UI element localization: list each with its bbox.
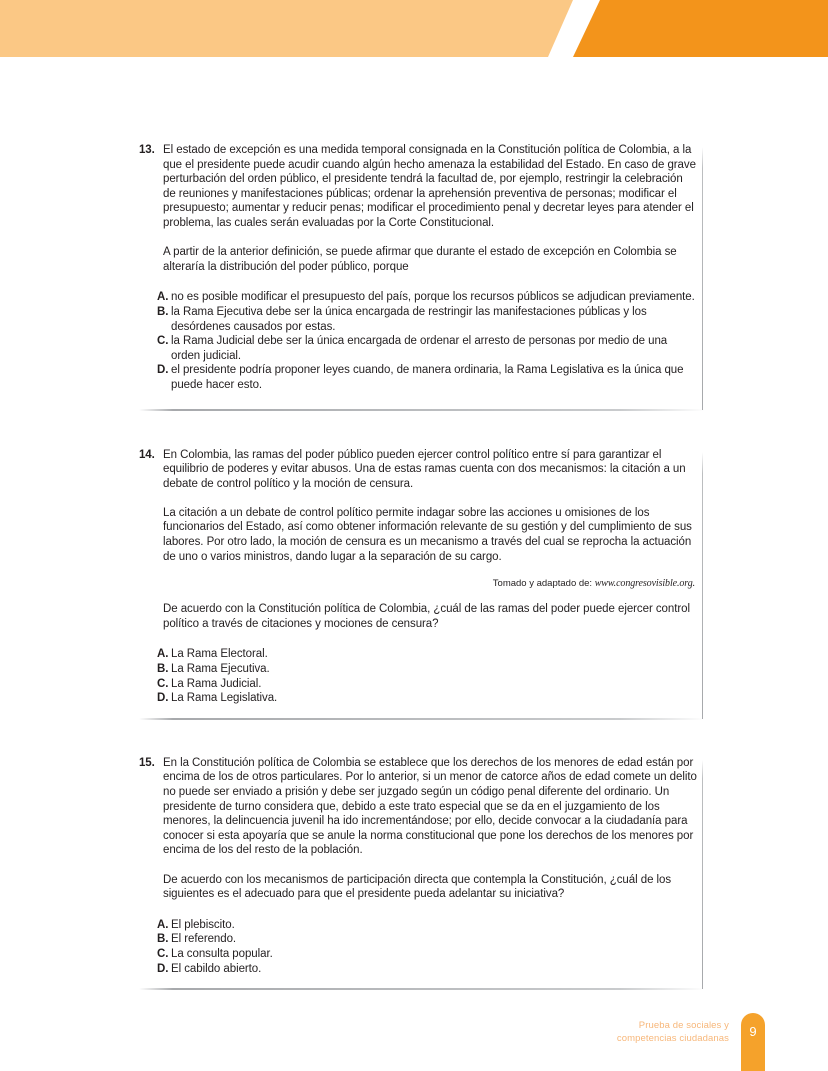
option-letter: D. [157,692,169,705]
option-text: La Rama Judicial. [171,677,262,690]
source-attribution [163,577,697,590]
question-paragraph: En Colombia, las ramas del poder público pueden ejercer control político entre sí para garantizar el equilibrio de poderes y evitar abusos. Una de estas ramas cuenta con dos mecanismos: la citación a un debate de control político y la moción de censura. [163,448,686,490]
option-b[interactable] [131,662,697,677]
option-text: El cabildo abierto. [171,962,262,975]
option-d[interactable] [131,363,697,392]
page-number-badge: 9 [741,1013,765,1071]
question-frame-bottom-rule [139,409,705,411]
question-number: 13. [139,144,155,156]
question-prompt: De acuerdo con la Constitución política de Colombia, ¿cuál de las ramas del poder puede ejercer control político a través de citaciones y mociones de censura? [163,603,690,630]
question-frame-right-rule [702,147,703,410]
options-list [131,647,697,705]
option-text: el presidente podría proponer leyes cuando, de manera ordinaria, la Rama Legislativa es la única que puede hacer esto. [171,364,684,391]
question-stem-row [131,143,697,274]
option-text: La Rama Ejecutiva. [171,663,270,676]
question-paragraph: De acuerdo con los mecanismos de participación directa que contempla la Constitución, ¿cuál de los siguientes es el adecuado para que el presidente pueda adelantar su iniciativa? [163,873,672,901]
question-paragraph: El estado de excepción es una medida temporal consignada en la Constitución política de Colombia, a la que el presidente puede acudir cuando algún hecho amenaza la estabilidad del Estado. En caso de grave perturbación del orden público, el presidente tendrá la facultad de, por ejemplo, restringir la celebración de reuniones y manifestaciones públicas; ordenar la aprehensión preventiva de personas; modificar el presupuesto; aumentar y reducir penas; modificar el procedimiento penal y decretar leyes para atender el problema, las cuales serán evaluadas por la Corte Constitucional. [163,144,696,229]
question-paragraph: La citación a un debate de control político permite indagar sobre las acciones u omisiones de los funcionarios del Estado, así como obtener información relevante de su gestión y del cumplimiento de sus labores. Por otro lado, la moción de censura es un mecanismo a través del cual se reprocha la actuación de uno o varios ministros, dando lugar a la separación de su cargo. [163,506,692,563]
option-letter: C. [157,335,169,348]
footer-line-1: Prueba de sociales y [638,1020,729,1031]
question-block [131,756,697,990]
option-letter: B. [157,305,169,318]
option-a[interactable] [131,647,697,662]
option-letter: D. [157,962,169,975]
question-frame-right-rule [702,760,703,989]
question-frame-bottom-rule [139,988,705,990]
option-text: El plebiscito. [171,918,235,931]
question-body [163,756,697,902]
question-block [131,448,697,720]
question-block [131,143,697,411]
option-letter: B. [157,933,169,946]
option-letter: A. [157,918,169,931]
page-body [0,57,828,990]
option-letter: C. [157,677,169,690]
option-a[interactable] [131,290,697,305]
question-body [163,448,697,632]
attribution-url: www.congresovisible.org. [594,578,695,590]
option-letter: A. [157,291,169,304]
question-frame-bottom-rule [139,718,705,720]
options-list [131,290,697,392]
question-paragraph: A partir de la anterior definición, se puede afirmar que durante el estado de excepción en Colombia se alteraría la distribución del poder público, porque [163,246,677,273]
option-letter: D. [157,364,169,377]
question-stem-row [131,756,697,902]
option-b[interactable] [131,305,697,334]
option-b[interactable] [131,932,697,947]
options-list [131,918,697,976]
question-number: 14. [139,448,155,461]
question-frame-right-rule [702,452,703,719]
option-text: La Rama Electoral. [171,648,268,661]
option-letter: B. [157,663,169,676]
option-letter: C. [157,947,169,960]
option-text: no es posible modificar el presupuesto del país, porque los recursos públicos se adjudican previamente. [171,291,695,304]
option-c[interactable] [131,334,697,363]
question-stem-row [131,448,697,632]
option-text: El referendo. [171,933,237,946]
header-band-light [0,0,573,57]
option-c[interactable] [131,947,697,962]
option-text: la Rama Judicial debe ser la única encargada de ordenar el arresto de personas por medio de una orden judicial. [171,335,668,362]
attribution-prefix: Tomado y adaptado de: [492,578,593,590]
option-text: La Rama Legislativa. [171,692,278,705]
option-c[interactable] [131,677,697,692]
question-body [163,143,697,274]
option-letter: A. [157,648,169,661]
footer-test-name [509,1020,729,1045]
option-text: la Rama Ejecutiva debe ser la única encargada de restringir las manifestaciones públicas y los desórdenes causados por estas. [171,305,647,333]
option-d[interactable] [131,691,697,706]
header-band-dark [552,0,828,57]
option-d[interactable] [131,962,697,977]
footer-line-2: competencias ciudadanas [616,1032,729,1044]
question-paragraph: En la Constitución política de Colombia se establece que los derechos de los menores de edad están por encima de los de otros particulares. Por lo anterior, si un menor de catorce años de edad comete un delito no puede ser enviado a prisión y debe ser juzgado según un código penal diferente del ordinario. Un presidente de turno considera que, debido a este trato especial que se da en el juzgamiento de los menores, la delincuencia juvenil ha ido incrementándose; por ello, decide convocar a la ciudadanía para conocer si esta apoyaría que se anule la norma constitucional que pone los derechos de los menores por encima de los del resto de la población. [163,756,697,857]
option-text: La consulta popular. [171,947,273,960]
question-number: 15. [139,756,155,769]
page-footer [0,1001,828,1071]
header-banner [0,0,828,57]
option-a[interactable] [131,918,697,933]
